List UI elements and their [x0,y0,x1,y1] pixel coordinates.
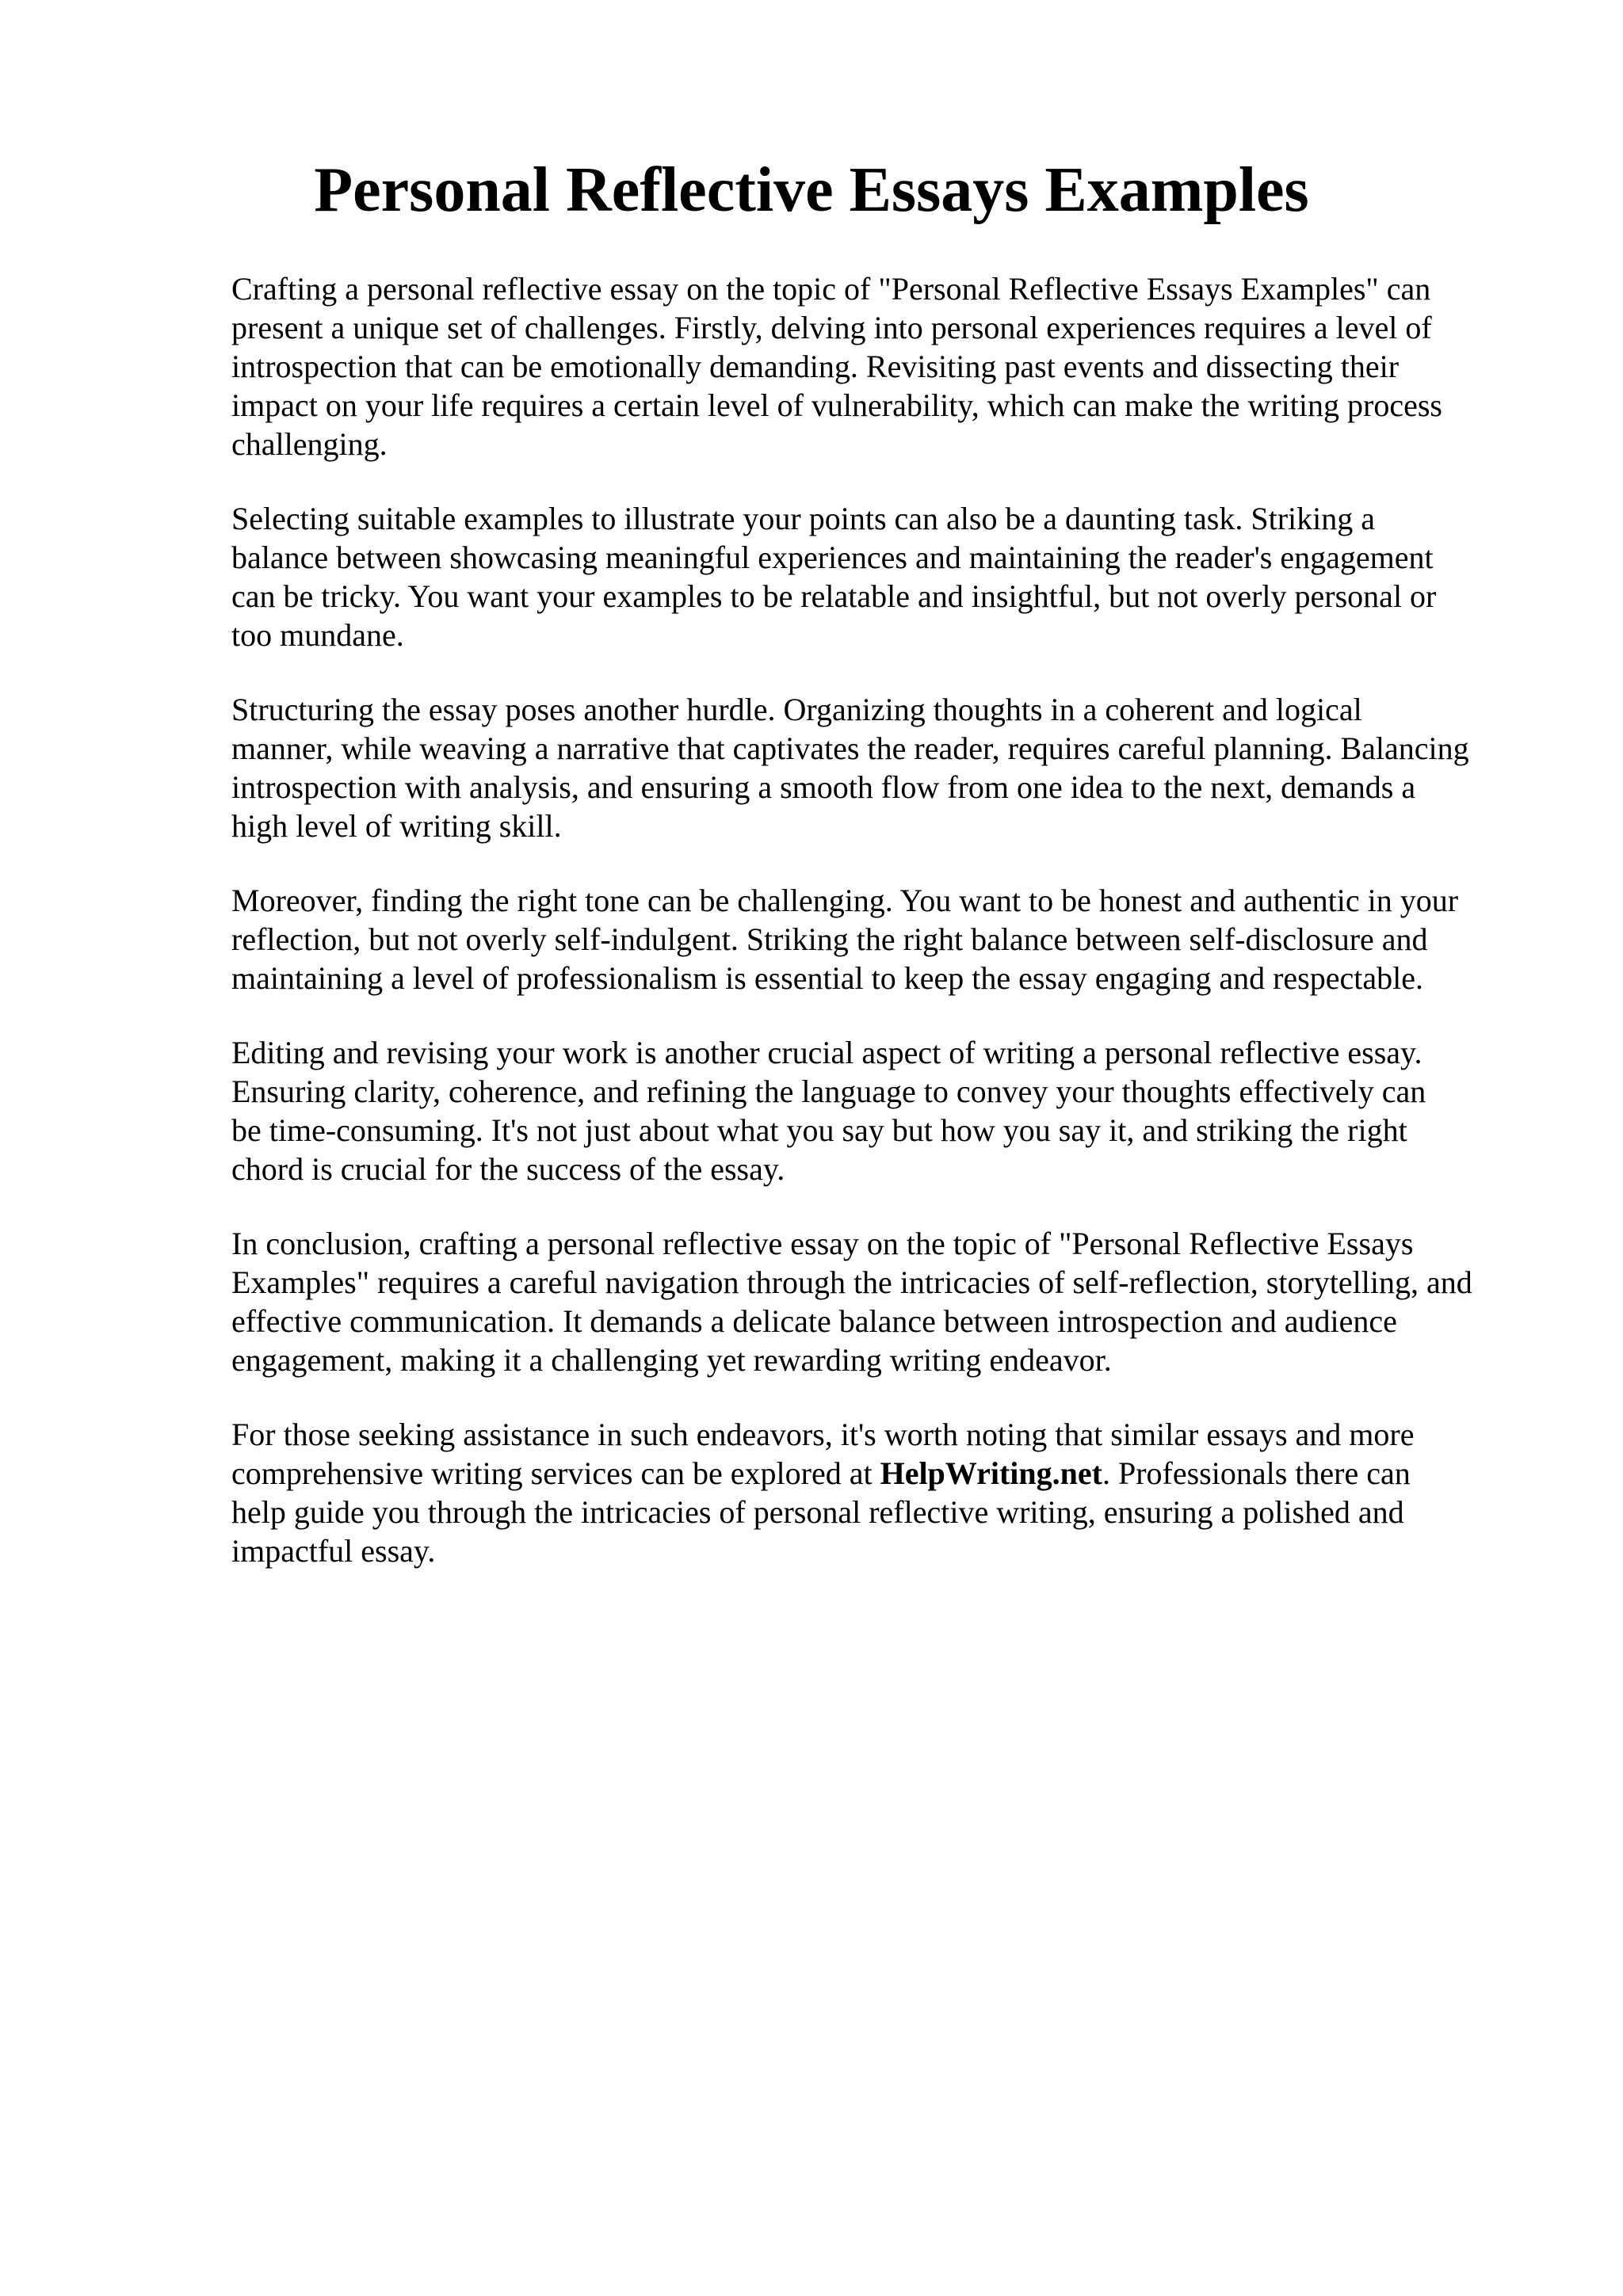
text-line: engagement, making it a challenging yet rewarding writing endeavor. [231,1342,1112,1378]
page-title: Personal Reflective Essays Examples [314,155,1309,225]
text-line: Ensuring clarity, coherence, and refining the language to convey your thoughts effectively can [231,1074,1426,1109]
text-line: Selecting suitable examples to illustrate your points can also be a daunting task. Striking a [231,501,1376,536]
paragraph-examples [231,499,1547,654]
text-fragment: comprehensive writing services can be explored at [231,1455,880,1491]
text-line: For those seeking assistance in such endeavors, it's worth noting that similar essays and more [231,1417,1415,1452]
text-line: impactful essay. [231,1533,436,1569]
text-line: present a unique set of challenges. Firstly, delving into personal experiences requires a level of [231,310,1432,345]
text-line: be time-consuming. It's not just about what you say but how you say it, and striking the right [231,1112,1407,1148]
text-line [231,1454,1547,1493]
text-line: can be tricky. You want your examples to be relatable and insightful, but not overly personal or [231,578,1437,614]
text-line: Moreover, finding the right tone can be challenging. You want to be honest and authentic in your [231,883,1459,918]
text-line: balance between showcasing meaningful experiences and maintaining the reader's engagement [231,540,1434,575]
paragraph-editing [231,1033,1547,1188]
text-line: impact on your life requires a certain level of vulnerability, which can make the writing process [231,387,1442,423]
text-line: maintaining a level of professionalism is essential to keep the essay engaging and respectable. [231,960,1423,996]
helpwriting-link[interactable]: HelpWriting.net [880,1455,1102,1491]
text-line: Examples" requires a careful navigation through the intricacies of self-reflection, storytelling, and [231,1264,1472,1300]
paragraph-tone [231,881,1547,997]
text-line: reflection, but not overly self-indulgent. Striking the right balance between self-disclosure and [231,921,1428,957]
text-line: effective communication. It demands a delicate balance between introspection and audience [231,1303,1397,1339]
text-line: chord is crucial for the success of the essay. [231,1151,785,1187]
text-line: Editing and revising your work is another crucial aspect of writing a personal reflective essay. [231,1035,1423,1070]
text-fragment: . Professionals there can [1102,1455,1411,1491]
text-line: help guide you through the intricacies of personal reflective writing, ensuring a polished and [231,1494,1404,1530]
paragraph-conclusion [231,1224,1547,1379]
text-line: challenging. [231,426,388,462]
text-line: introspection with analysis, and ensuring a smooth flow from one idea to the next, demands a [231,769,1416,805]
paragraph-assistance [231,1415,1547,1570]
text-line: Crafting a personal reflective essay on the topic of "Personal Reflective Essays Examples" can [231,271,1431,307]
text-line: high level of writing skill. [231,808,562,844]
paragraph-structure [231,690,1547,845]
text-line: manner, while weaving a narrative that captivates the reader, requires careful planning. Balancing [231,730,1469,766]
text-line: too mundane. [231,617,404,653]
text-line: introspection that can be emotionally demanding. Revisiting past events and dissecting their [231,349,1400,384]
essay-body [231,269,1547,1606]
paragraph-intro [231,269,1547,463]
text-line: Structuring the essay poses another hurdle. Organizing thoughts in a coherent and logical [231,692,1362,727]
text-line: In conclusion, crafting a personal reflective essay on the topic of "Personal Reflective Essays [231,1226,1414,1261]
